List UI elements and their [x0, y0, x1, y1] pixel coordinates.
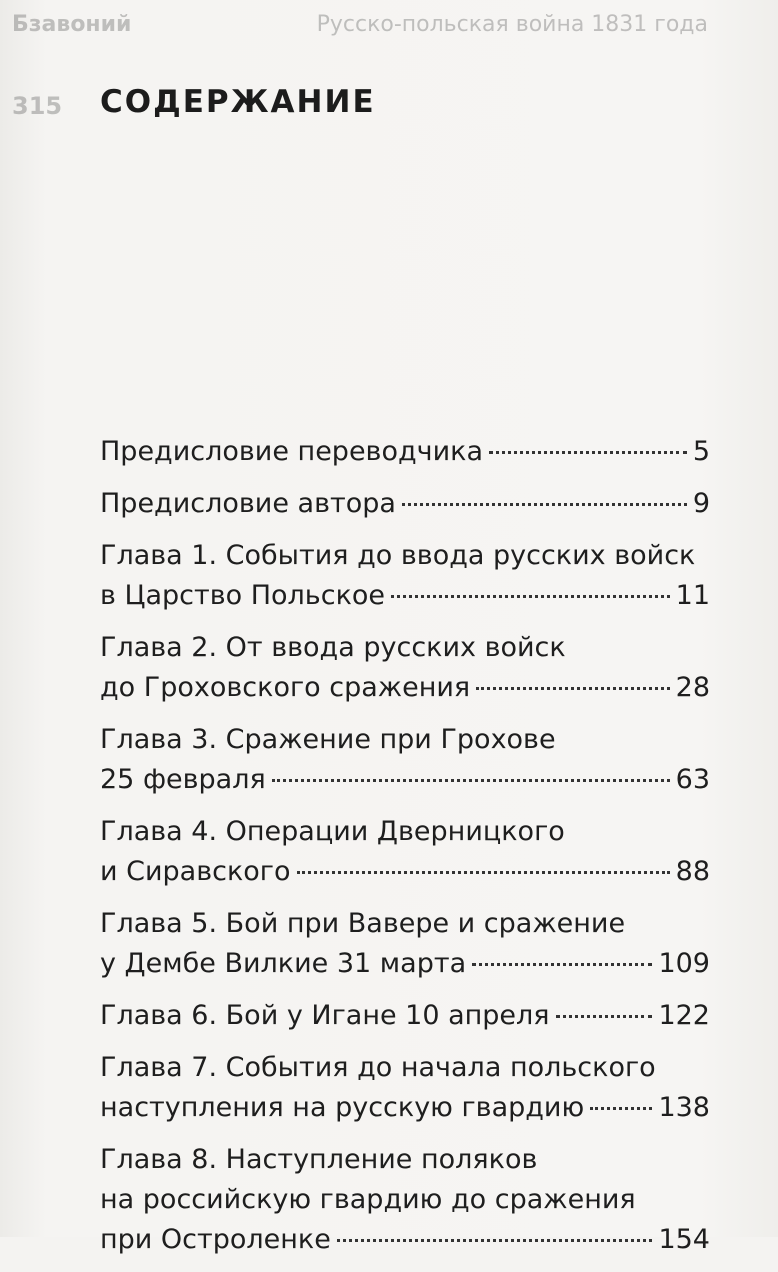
- toc-entry-title-line: 25 февраля: [100, 764, 266, 795]
- toc-page-number: 63: [675, 764, 710, 795]
- toc-entry-title-line: у Дембе Вилкие 31 марта: [100, 948, 467, 979]
- toc-entry-title-line: Глава 8. Наступление поляков: [100, 1144, 538, 1175]
- toc-page-number: 122: [658, 1000, 710, 1031]
- toc-entry-last-line: [100, 944, 712, 984]
- toc-entry-title-line: при Остроленке: [100, 1224, 331, 1255]
- dot-leader: [590, 1107, 652, 1110]
- dot-leader: [297, 871, 670, 874]
- toc-entry: [100, 432, 712, 472]
- toc-entry-title-line: Глава 4. Операции Дверницкого: [100, 816, 565, 847]
- toc-page-number: 28: [675, 672, 710, 703]
- toc-entry: [100, 904, 712, 984]
- toc-page-number: 138: [658, 1092, 710, 1123]
- toc-entry-last-line: [100, 668, 712, 708]
- page-title: СОДЕРЖАНИЕ: [100, 84, 376, 120]
- dot-leader: [556, 1015, 653, 1018]
- toc-entry-last-line: [100, 1220, 712, 1260]
- dot-leader: [472, 963, 652, 966]
- toc-entry: [100, 628, 712, 708]
- toc-entry-last-line: [100, 432, 712, 472]
- bleed-through-header-left: Бзавоний: [12, 12, 132, 37]
- dot-leader: [337, 1239, 653, 1242]
- toc-page-number: 9: [692, 488, 710, 519]
- toc-entry-title-line: до Гроховского сражения: [100, 672, 471, 703]
- toc-page-number: 88: [675, 856, 710, 887]
- toc-entry: [100, 812, 712, 892]
- toc-entry: [100, 1048, 712, 1128]
- toc-entry: [100, 1140, 712, 1260]
- toc-entry-title-line: Глава 1. События до ввода русских войск: [100, 540, 696, 571]
- bleed-through-header: [0, 8, 778, 48]
- toc-entry: [100, 996, 712, 1036]
- bleed-through-page-number: 315: [12, 92, 63, 120]
- table-of-contents: [100, 432, 712, 1272]
- toc-entry-title-line: Предисловие переводчика: [100, 436, 484, 467]
- toc-entry-title-line: Глава 6. Бой у Игане 10 апреля: [100, 1000, 550, 1031]
- dot-leader: [489, 451, 687, 454]
- toc-entry: [100, 484, 712, 524]
- toc-entry-title-line: Глава 5. Бой при Вавере и сражение: [100, 908, 626, 939]
- toc-page-number: 154: [658, 1224, 710, 1255]
- toc-entry-title-line: Предисловие автора: [100, 488, 396, 519]
- toc-entry-last-line: [100, 1088, 712, 1128]
- toc-entry-title-line: наступления на русскую гвардию: [100, 1092, 585, 1123]
- toc-entry: [100, 536, 712, 616]
- dot-leader: [402, 503, 687, 506]
- toc-entry-last-line: [100, 576, 712, 616]
- toc-entry-title-line: на российскую гвардию до сражения: [100, 1184, 636, 1215]
- toc-entry-last-line: [100, 996, 712, 1036]
- toc-entry-last-line: [100, 852, 712, 892]
- dot-leader: [476, 687, 669, 690]
- bleed-through-header-right: Русско-польская война 1831 года: [316, 12, 708, 37]
- dot-leader: [391, 595, 670, 598]
- toc-entry-title-line: и Сиравского: [100, 856, 291, 887]
- toc-entry-last-line: [100, 760, 712, 800]
- toc-entry-title-line: Глава 3. Сражение при Грохове: [100, 724, 556, 755]
- toc-entry-last-line: [100, 484, 712, 524]
- toc-page-number: 5: [692, 436, 710, 467]
- dot-leader: [272, 779, 670, 782]
- toc-entry-title-line: в Царство Польское: [100, 580, 386, 611]
- toc-page-number: 11: [675, 580, 710, 611]
- toc-entry-title-line: Глава 2. От ввода русских войск: [100, 632, 566, 663]
- toc-entry-title-line: Глава 7. События до начала польского: [100, 1052, 656, 1083]
- toc-entry: [100, 720, 712, 800]
- toc-page-number: 109: [658, 948, 710, 979]
